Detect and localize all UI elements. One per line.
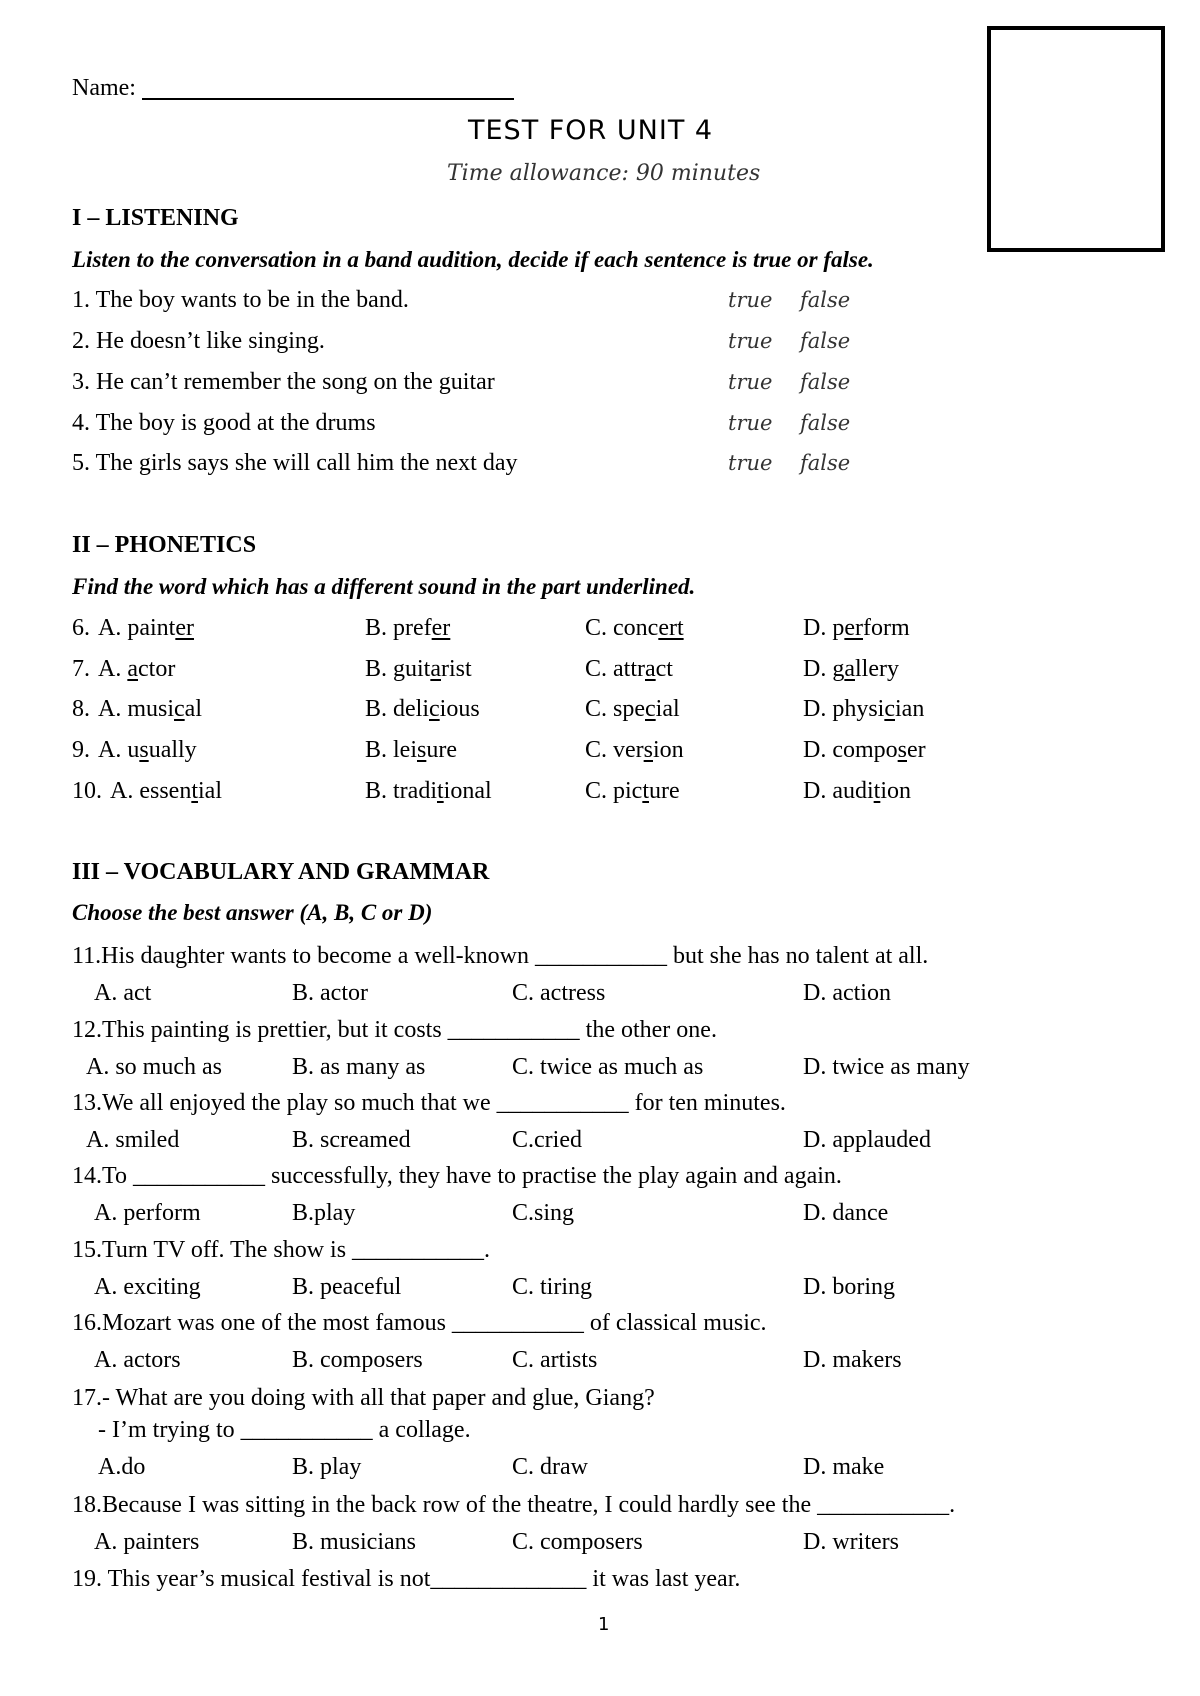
question-text: 15.Turn TV off. The show is ___________. xyxy=(72,1237,491,1263)
question-number: 7. xyxy=(72,656,90,682)
answer-option[interactable]: C. tiring xyxy=(512,1274,593,1300)
answer-option[interactable]: B. as many as xyxy=(292,1054,426,1080)
underlined-part: er xyxy=(844,615,863,641)
answer-option[interactable]: A. smiled xyxy=(86,1127,180,1153)
answer-option[interactable]: C. twice as much as xyxy=(512,1054,704,1080)
question-number: 6. xyxy=(72,615,90,641)
question-number: 9. xyxy=(72,737,90,763)
option-text: C. spe xyxy=(585,696,645,722)
underlined-part: s xyxy=(417,737,427,763)
answer-option[interactable]: D. action xyxy=(803,980,891,1006)
underlined-part: a xyxy=(430,656,441,682)
option-text: B. pref xyxy=(365,615,432,641)
answer-option[interactable] xyxy=(98,616,194,640)
answer-option[interactable]: C. composers xyxy=(512,1529,643,1555)
answer-option[interactable]: B. screamed xyxy=(292,1127,411,1153)
listening-instruction: Listen to the conversation in a band audition, decide if each sentence is true or false. xyxy=(72,247,874,272)
answer-option[interactable] xyxy=(365,697,480,721)
underlined-part: t xyxy=(191,778,198,804)
false-option[interactable]: false xyxy=(800,370,851,394)
answer-option[interactable] xyxy=(110,779,222,803)
answer-option[interactable]: B. play xyxy=(292,1454,362,1480)
answer-option[interactable]: B. musicians xyxy=(292,1529,416,1555)
answer-option[interactable]: D. make xyxy=(803,1454,885,1480)
underlined-part: c xyxy=(884,696,895,722)
option-text: A. paint xyxy=(98,615,176,641)
answer-option[interactable] xyxy=(803,738,926,762)
false-option[interactable]: false xyxy=(800,329,851,353)
underlined-part: t xyxy=(437,778,444,804)
option-text: D. physi xyxy=(803,696,885,722)
vocab-instruction: Choose the best answer (A, B, C or D) xyxy=(72,900,433,925)
option-text: C. attr xyxy=(585,656,645,682)
name-blank xyxy=(142,76,514,100)
question-number: 10. xyxy=(72,778,102,804)
question-text: 16.Mozart was one of the most famous ___________ of classical music. xyxy=(72,1310,767,1336)
option-text: ure xyxy=(649,778,680,804)
true-option[interactable]: true xyxy=(728,411,773,435)
page-number: 1 xyxy=(598,1614,610,1635)
option-text: form xyxy=(863,615,910,641)
option-text: A. xyxy=(98,656,128,682)
question-text: 11.His daughter wants to become a well-known ___________ but she has no talent at all. xyxy=(72,943,929,969)
answer-option[interactable]: D. applauded xyxy=(803,1127,931,1153)
underlined-part: s xyxy=(643,737,653,763)
answer-option[interactable]: B. actor xyxy=(292,980,368,1006)
answer-option[interactable]: A. actors xyxy=(94,1347,181,1373)
answer-option[interactable]: C.cried xyxy=(512,1127,582,1153)
underlined-part: t xyxy=(873,778,881,804)
underlined-part: c xyxy=(429,696,440,722)
question-text: 19. This year’s musical festival is not_____________ it was last year. xyxy=(72,1566,741,1592)
option-text: B. tradi xyxy=(365,778,437,804)
option-text: B. guit xyxy=(365,656,431,682)
answer-option[interactable] xyxy=(365,779,492,803)
answer-option[interactable] xyxy=(585,657,673,681)
answer-option[interactable]: D. dance xyxy=(803,1200,889,1226)
option-text: ure xyxy=(426,737,457,763)
option-text: ional xyxy=(443,778,492,804)
underlined-part: a xyxy=(127,656,138,682)
option-text: er xyxy=(907,737,926,763)
underlined-part: a xyxy=(645,656,656,682)
answer-option[interactable]: D. makers xyxy=(803,1347,902,1373)
listening-item: 1. The boy wants to be in the band. xyxy=(72,287,409,313)
question-text: 12.This painting is prettier, but it costs ___________ the other one. xyxy=(72,1017,717,1043)
answer-option[interactable]: B.play xyxy=(292,1200,356,1226)
underlined-part: c xyxy=(645,696,656,722)
time-allowance: Time allowance: 90 minutes xyxy=(447,161,761,186)
option-text: C. conc xyxy=(585,615,659,641)
answer-option[interactable] xyxy=(365,657,472,681)
answer-option[interactable] xyxy=(585,697,680,721)
question-text: 13.We all enjoyed the play so much that we ___________ for ten minutes. xyxy=(72,1090,786,1116)
true-option[interactable]: true xyxy=(728,329,773,353)
underlined-part: s xyxy=(897,737,907,763)
option-text: ion xyxy=(653,737,684,763)
underlined-part: t xyxy=(642,778,649,804)
answer-option[interactable]: C.sing xyxy=(512,1200,575,1226)
answer-option[interactable] xyxy=(585,779,680,803)
phonetics-heading: II – PHONETICS xyxy=(72,532,257,558)
option-text: ion xyxy=(880,778,911,804)
answer-option[interactable]: A. exciting xyxy=(94,1274,201,1300)
phonetics-instruction: Find the word which has a different sound in the part underlined. xyxy=(72,574,696,599)
answer-option[interactable]: A. painters xyxy=(94,1529,200,1555)
true-option[interactable]: true xyxy=(728,288,773,312)
answer-option[interactable] xyxy=(803,616,910,640)
name-field xyxy=(72,76,514,100)
option-text: ually xyxy=(148,737,197,763)
answer-option[interactable] xyxy=(98,657,175,681)
answer-option[interactable] xyxy=(365,738,457,762)
score-box xyxy=(987,26,1165,252)
option-text: C. pic xyxy=(585,778,643,804)
option-text: D. g xyxy=(803,656,845,682)
answer-option[interactable]: B. peaceful xyxy=(292,1274,402,1300)
false-option[interactable]: false xyxy=(800,411,851,435)
option-text: ious xyxy=(439,696,480,722)
answer-option[interactable] xyxy=(803,697,924,721)
listening-heading: I – LISTENING xyxy=(72,205,239,231)
name-label: Name: xyxy=(72,75,136,101)
answer-option[interactable]: D. writers xyxy=(803,1529,899,1555)
listening-item: 5. The girls says she will call him the next day xyxy=(72,450,518,476)
answer-option[interactable]: B. composers xyxy=(292,1347,423,1373)
underlined-part: s xyxy=(139,737,149,763)
option-text: ct xyxy=(655,656,673,682)
answer-option[interactable] xyxy=(585,738,684,762)
vocab-heading: III – VOCABULARY AND GRAMMAR xyxy=(72,859,490,885)
answer-option[interactable] xyxy=(585,616,684,640)
underlined-part: a xyxy=(844,656,855,682)
answer-option[interactable]: C. artists xyxy=(512,1347,598,1373)
answer-option[interactable] xyxy=(803,779,911,803)
listening-item: 2. He doesn’t like singing. xyxy=(72,328,325,354)
answer-option[interactable]: A. so much as xyxy=(86,1054,222,1080)
question-text: 14.To ___________ successfully, they have to practise the play again and again. xyxy=(72,1163,842,1189)
answer-option[interactable] xyxy=(98,697,202,721)
listening-item: 3. He can’t remember the song on the guitar xyxy=(72,369,495,395)
answer-option[interactable]: D. boring xyxy=(803,1274,895,1300)
option-text: ial xyxy=(198,778,222,804)
option-text: D. p xyxy=(803,615,845,641)
option-text: ctor xyxy=(138,656,176,682)
question-text: - I’m trying to ___________ a collage. xyxy=(98,1417,471,1443)
listening-item: 4. The boy is good at the drums xyxy=(72,410,376,436)
option-text: D. audi xyxy=(803,778,874,804)
option-text: ial xyxy=(655,696,680,722)
option-text: A. essen xyxy=(110,778,192,804)
option-text: rist xyxy=(441,656,472,682)
question-text: 18.Because I was sitting in the back row of the theatre, I could hardly see the ___________. xyxy=(72,1492,956,1518)
answer-option[interactable] xyxy=(98,738,197,762)
option-text: llery xyxy=(855,656,899,682)
option-text: C. ver xyxy=(585,737,644,763)
answer-option[interactable]: A.do xyxy=(98,1454,146,1480)
true-option[interactable]: true xyxy=(728,451,773,475)
answer-option[interactable]: C. actress xyxy=(512,980,606,1006)
question-number: 8. xyxy=(72,696,90,722)
false-option[interactable]: false xyxy=(800,451,851,475)
answer-option[interactable]: A. perform xyxy=(94,1200,201,1226)
option-text: A. musi xyxy=(98,696,175,722)
option-text: D. compo xyxy=(803,737,898,763)
page-title: TEST FOR UNIT 4 xyxy=(468,115,714,146)
underlined-part: er xyxy=(175,615,194,641)
option-text: A. u xyxy=(98,737,140,763)
option-text: B. deli xyxy=(365,696,429,722)
underlined-part: c xyxy=(174,696,185,722)
true-option[interactable]: true xyxy=(728,370,773,394)
underlined-part: ert xyxy=(658,615,684,641)
question-text: 17.- What are you doing with all that paper and glue, Giang? xyxy=(72,1385,655,1411)
answer-option[interactable] xyxy=(365,616,450,640)
answer-option[interactable]: D. twice as many xyxy=(803,1054,970,1080)
answer-option[interactable]: C. draw xyxy=(512,1454,588,1480)
answer-option[interactable] xyxy=(803,657,899,681)
answer-option[interactable]: A. act xyxy=(94,980,152,1006)
underlined-part: er xyxy=(431,615,451,641)
false-option[interactable]: false xyxy=(800,288,851,312)
option-text: al xyxy=(184,696,202,722)
option-text: B. lei xyxy=(365,737,417,763)
option-text: ian xyxy=(895,696,925,722)
